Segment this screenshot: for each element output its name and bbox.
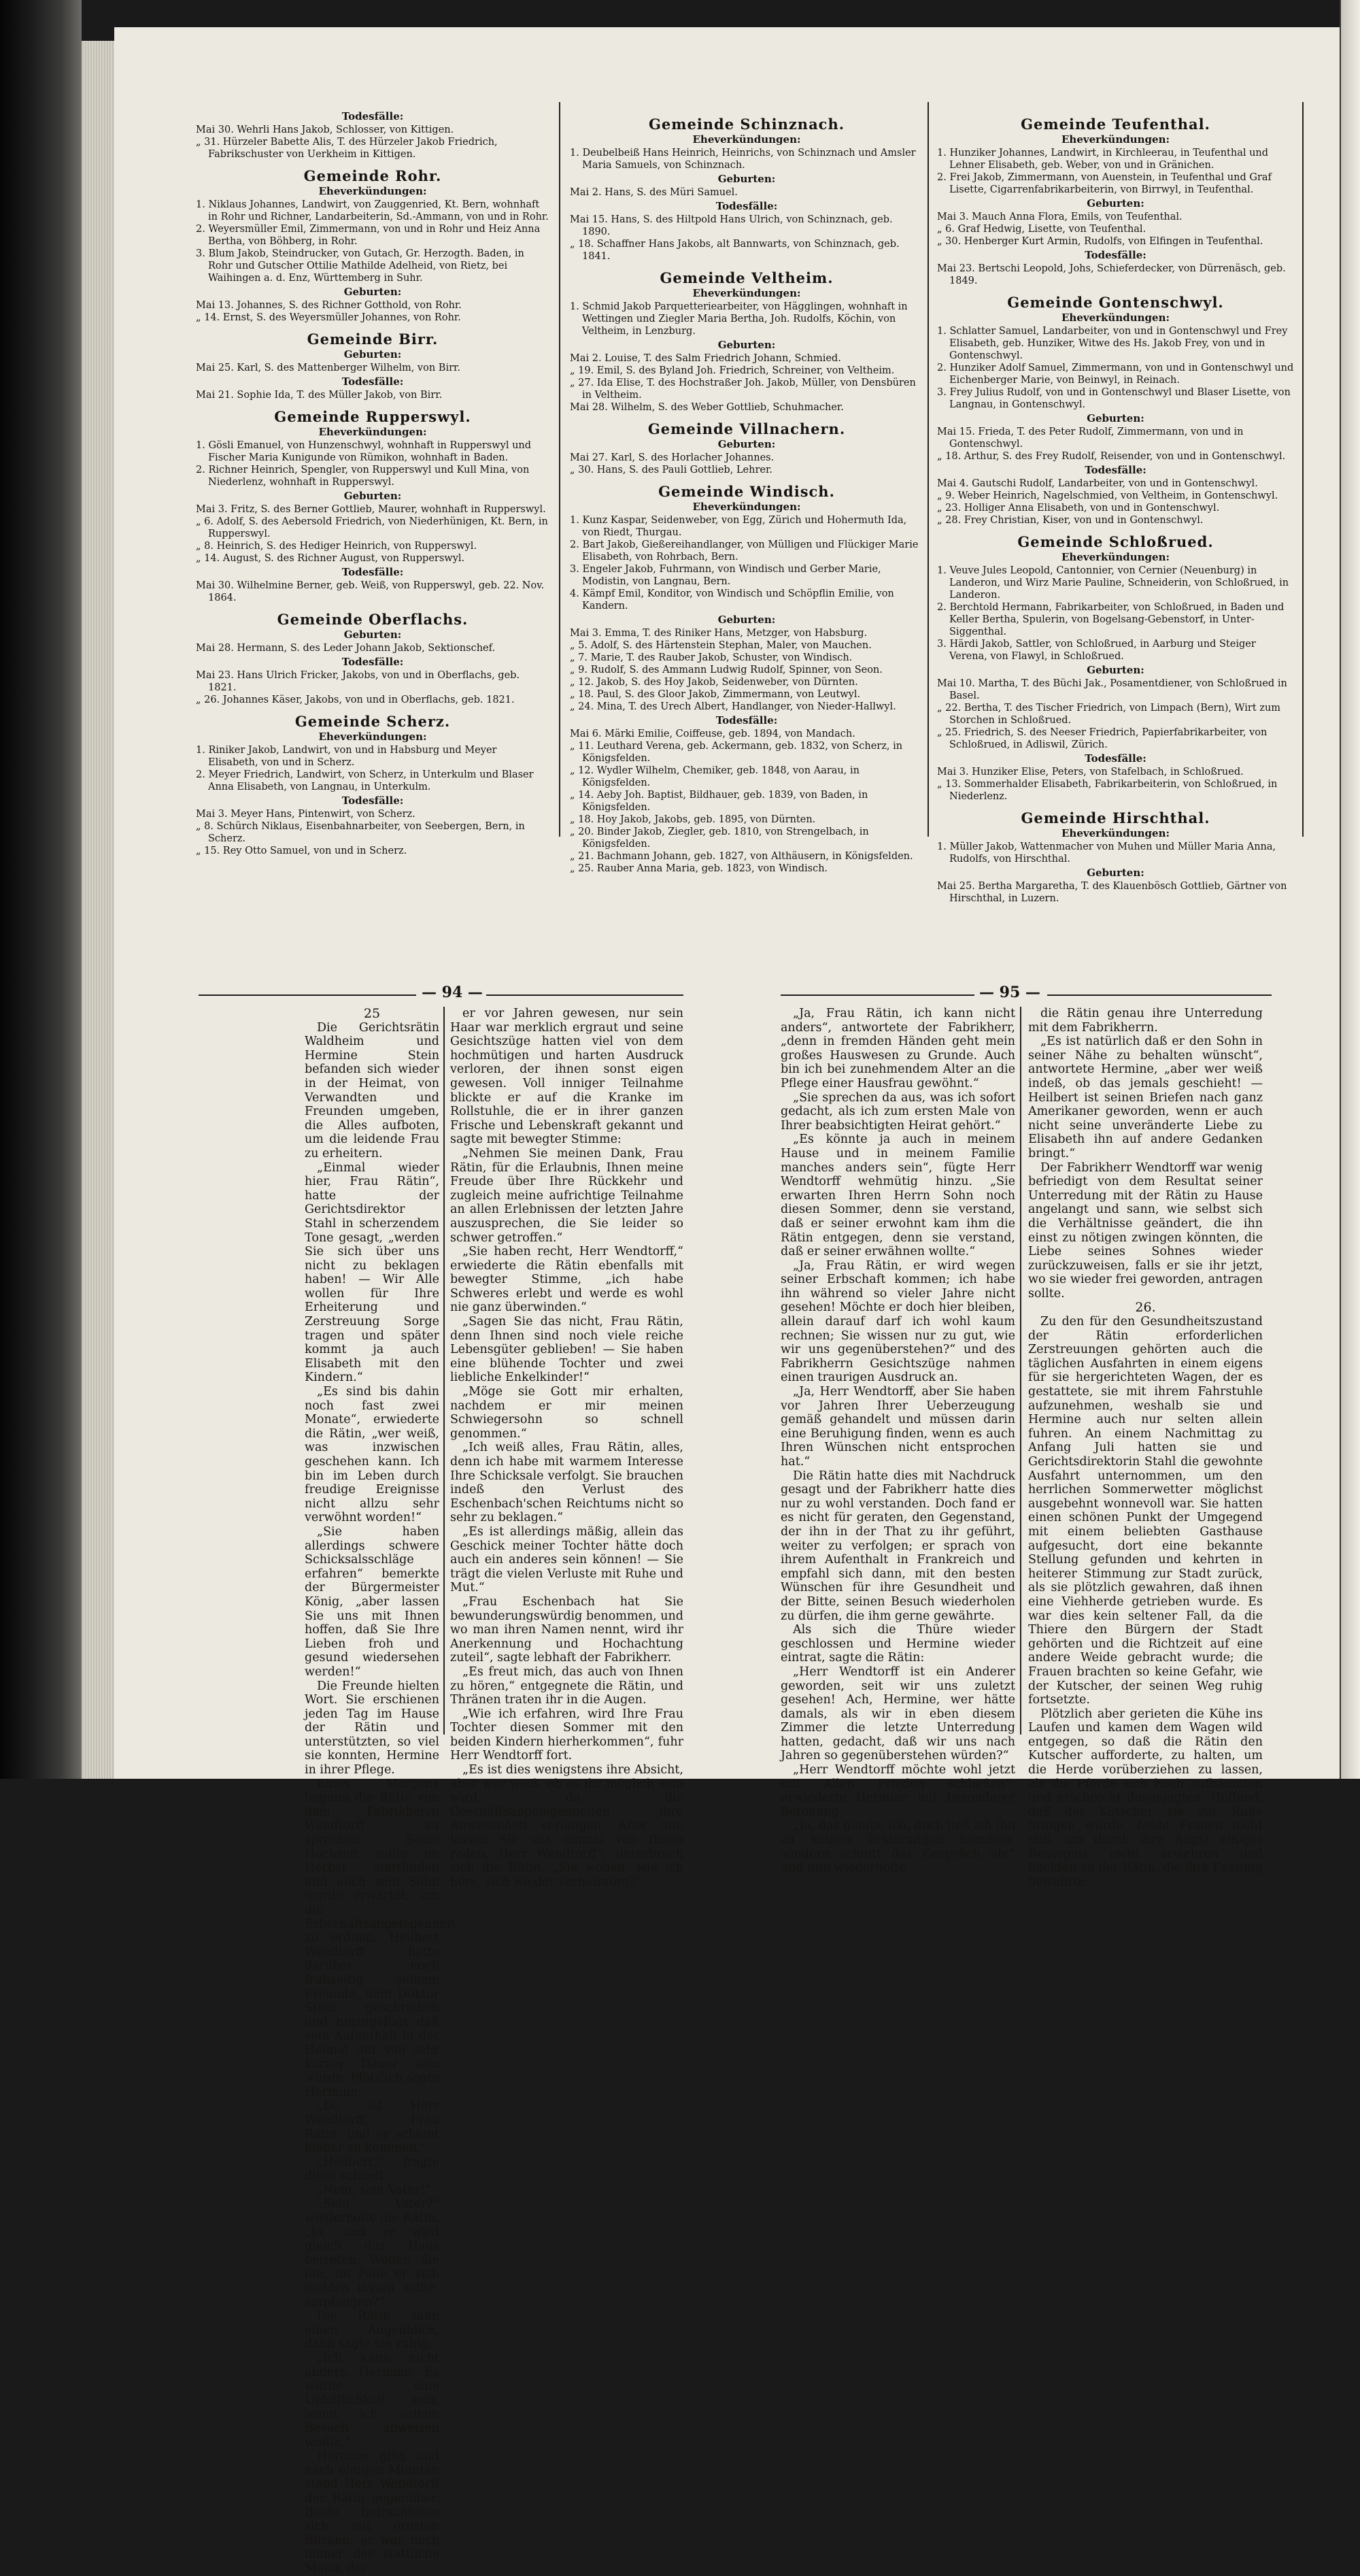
section-heading: Gemeinde Teufenthal. (1021, 116, 1210, 133)
register-entry: 2. Bart Jakob, Gießereihandlanger, von Mülligen und Flückiger Marie Elisabeth, von Rohrbach, Bern. (570, 539, 919, 563)
subsection-heading: Todesfälle: (341, 794, 404, 807)
page-edges (82, 41, 114, 1779)
story-paragraph: Eines Morgens begann die Rätin von dem Fabrikherrn Wendtorff zu sprechen. Seine Hochzeit sollte im Herbst stattfinden und auch sein Sohn wurde erwartet, um die Erbschaftsangelegenheit zu ordnen. Heilbert Wendtorff hatte darüber noch frühzeitig seinem Freunde, dem Doktor Stein geschrieben und hinzugefügt daß sein Aufenthalt in der Heimat nur von sehr kurzer Dauer sein würde. Plötzlich sagte Hermine: (305, 1777, 456, 2099)
story-paragraph: Die Rätin sann einen Augenblick, dann sagte sie ruhig: (305, 2309, 439, 2352)
register-entry: Mai 21. Sophie Ida, T. des Müller Jakob, von Birr. (196, 390, 443, 401)
story-paragraph: „Da ist Herr Wendtorff, Frau Rätin, und er scheint hieher zu kommen.“ (305, 2099, 439, 2156)
subsection-heading: Todesfälle: (341, 566, 404, 578)
story-divider (1020, 1007, 1021, 1735)
register-entry: 3. Frey Julius Rudolf, von und in Gontenschwyl und Blaser Lisette, von Langnau, in Gontenschwyl. (937, 387, 1291, 410)
register-entry: 1. Gösli Emanuel, von Hunzenschwyl, wohnhaft in Rupperswyl und Fischer Maria Kunigunde von Rümikon, wohnhaft in Baden. (196, 440, 532, 463)
book-spine (0, 0, 82, 1779)
register-entry: Mai 3. Meyer Hans, Pintenwirt, von Scherz. (196, 809, 415, 820)
register-entry: Mai 6. Märki Emilie, Coiffeuse, geb. 1894, von Mandach. (570, 729, 855, 739)
page-number-right: — 95 — (979, 984, 1040, 1001)
register-entry: „ 18. Arthur, S. des Frey Rudolf, Reisender, von und in Gontenschwyl. (937, 451, 1286, 462)
section-heading: Gemeinde Hirschthal. (1021, 809, 1210, 826)
subsection-heading: Todesfälle: (341, 656, 404, 668)
story-paragraph: „Ja, Frau Rätin, ich kann nicht anders“, antwortete der Fabrikherr, „denn in fremden Händen geht mein großes Hauswesen zu Grunde. Auch bin ich bei zunehmendem Alter an die Pflege einer Hausfrau gewöhnt.“ (781, 1007, 1015, 1090)
subsection-heading: Geburten: (343, 286, 402, 298)
register-entry: Mai 4. Gautschi Rudolf, Landarbeiter, von und in Gontenschwyl. (937, 478, 1258, 489)
register-entry: „ 7. Marie, T. des Rauber Jakob, Schuster, von Windisch. (570, 652, 853, 663)
story-paragraph: „Wie ich erfahren, wird Ihre Frau Tochter diesen Sommer mit den beiden Kindern hierherkommen“, fuhr Herr Wendtorff fort. (450, 1707, 683, 1763)
subsection-heading: Geburten: (1087, 867, 1144, 879)
page-number-left: — 94 — (422, 984, 483, 1001)
register-entry: Mai 27. Karl, S. des Horlacher Johannes. (570, 452, 775, 463)
register-entry: Mai 25. Bertha Margaretha, T. des Klauenbösch Gottlieb, Gärtner von Hirschthal, in Luzern. (937, 881, 1287, 904)
register-entry: Mai 30. Wilhelmine Berner, geb. Weiß, von Rupperswyl, geb. 22. Nov. 1864. (196, 580, 545, 603)
register-entry: 2. Richner Heinrich, Spengler, von Rupperswyl und Kull Mina, von Niederlenz, wohnhaft in Rupperswyl. (196, 465, 530, 488)
subsection-heading: Eheverkündungen: (1061, 827, 1170, 839)
story-paragraph: „Frau Eschenbach hat Sie bewunderungswürdig benommen, und wo man ihren Namen nennt, wird ihr Anerkennung und Hochachtung zuteil“, sagte lebhaft der Fabrikherr. (450, 1594, 683, 1665)
register-entry: „ 6. Adolf, S. des Aebersold Friedrich, von Niederhünigen, Kt. Bern, in Rupperswyl. (196, 516, 548, 539)
register-entry: 1. Deubelbeiß Hans Heinrich, Heinrichs, von Schinznach und Amsler Maria Samuels, von Schinznach. (570, 148, 916, 171)
subsection-heading: Todesfälle: (341, 375, 404, 388)
story-column-1 (305, 1006, 456, 2576)
story-paragraph: „Ich kann nicht anders, Hermine. Es würde eine Unhöflichkeit sein, wenn ich seinen Besuch abweisen wollte.“ (305, 2352, 439, 2449)
story-paragraph: Die Rätin hatte dies mit Nachdruck gesagt und der Fabrikherr hatte dies nur zu wohl verstanden. Doch fand er es nicht für geraten, den Gegenstand, der ihn in der That zu ihr geführt, weiter zu verfolgen; er sprach von ihrem Aufenthalt in Frankreich und empfahl sich dann, mit den besten Wünschen für ihre Gesundheit und der Bitte, seinen Besuch wiederholen zu dürfen, die ihm gerne gewährte. (781, 1469, 1015, 1623)
register-entry: 1. Müller Jakob, Wattenmacher von Muhen und Müller Maria Anna, Rudolfs, von Hirschthal. (937, 841, 1276, 865)
story-paragraph: „Sein Vater?“ wiederholte die Rätin. „Ja, und er wird gleich das Haus betreten. Wollen Sie ihn, im Falle er sich melden lassen sollte, empfangen?“ (305, 2197, 439, 2309)
section-heading: Gemeinde Windisch. (658, 483, 835, 500)
subsection-heading: Geburten: (343, 348, 402, 361)
story-paragraph: „Es freut mich, das auch von Ihnen zu hören,“ entgegnete die Rätin, und Thränen traten ihr in die Augen. (450, 1665, 683, 1707)
register-entry: 2. Berchtold Hermann, Fabrikarbeiter, von Schloßrued, in Baden und Keller Bertha, Spulerin, von Bogelsang-Gebenstorf, in Unter-Siggenthal. (937, 602, 1285, 637)
register-entry: „ 9. Weber Heinrich, Nagelschmied, von Veltheim, in Gontenschwyl. (937, 490, 1278, 501)
story-paragraph: Die Gerichtsrätin Waldheim und Hermine Stein befanden sich wieder in der Heimat, von Verwandten und Freunden umgeben, die Alles aufboten, um die leidende Frau zu erheitern. (305, 1020, 439, 1160)
column-divider (928, 102, 929, 837)
story-paragraph: „Sie haben recht, Herr Wendtorff,“ erwiederte die Rätin ebenfalls mit bewegter Stimme, „ich habe Schweres erlebt und werde es wohl nie ganz überwinden.“ (450, 1245, 683, 1315)
register-entry: Mai 15. Hans, S. des Hiltpold Hans Ulrich, von Schinznach, geb. 1890. (570, 214, 893, 237)
story-paragraph: „Es ist dies wenigstens ihre Absicht, aber wer weiß, ob es ihr möglich sein wird, da die Geschäftsangelegenheiten ihre Anwesenheit verlangen. Aber nun lassen Sie uns einmal von Ihnen reden, Herr Wendtorff“, unterbrach sich die Rätin. „Sie wollen, wie ich höre, sich wieder verheiraten?“ (450, 1763, 683, 1889)
register-entry: Mai 28. Wilhelm, S. des Weber Gottlieb, Schuhmacher. (570, 402, 844, 413)
story-paragraph: „Möge sie Gott mir erhalten, nachdem er mir meinen Schwiegersohn so schnell genommen.“ (450, 1385, 683, 1441)
register-entry: 1. Riniker Jakob, Landwirt, von und in Habsburg und Meyer Elisabeth, von und in Scherz. (196, 745, 497, 768)
register-entry: 1. Kunz Kaspar, Seidenweber, von Egg, Zürich und Hohermuth Ida, von Riedt, Thurgau. (570, 515, 907, 538)
register-entry: 3. Engeler Jakob, Fuhrmann, von Windisch und Gerber Marie, Modistin, von Langnau, Bern. (570, 564, 881, 587)
subsection-heading: Geburten: (343, 629, 402, 641)
story-column-3 (781, 1007, 1015, 1875)
register-entry: „ 12. Jakob, S. des Hoy Jakob, Seidenweber, von Dürnten. (570, 677, 858, 688)
header-rule (199, 994, 416, 996)
register-entry: Mai 3. Fritz, S. des Berner Gottlieb, Maurer, wohnhaft in Rupperswyl. (196, 504, 546, 515)
story-paragraph: Zu den für den Gesundheitszustand der Rätin erforderlichen Zerstreuungen gehörten auch die täglichen Ausfahrten in einem eigens für sie hergerichteten Wagen, der es gestattete, sie mit ihrem Fahrstuhle aufzunehmen, weshalb sie und Hermine auch nur selten allein fuhren. An einem Nachmittag zu Anfang Juli hatten sie und Gerichtsdirektorin Stahl die gewohnte Ausfahrt unternommen, um den herrlichen Sommerwetter möglichst ausgebehnt wonnevoll war. Sie hatten einen schönen Punkt der Umgegend mit einem beliebten Gasthause aufgesucht, dort eine bekannte Stellung gefunden und kehrten in heiterer Stimmung zur Stadt zurück, als sie plötzlich gewahren, daß ihnen eine Viehherde getrieben wurde. Es war dies kein seltener Fall, da die Thiere den Bürgern der Stadt gehörten und die Richtzeit auf eine andere Weide gebracht wurde; die Frauen brachten so keine Gefahr, wie der Kutscher, der seinen Weg ruhig fortsetzte. (1028, 1315, 1263, 1707)
story-paragraph: Die Freunde hielten Wort. Sie erschienen jeden Tag im Hause der Rätin und unterstützten, so viel sie konnten, Hermine in ihrer Pflege. (305, 1679, 439, 1777)
register-column-2 (570, 109, 923, 875)
register-entry: 1. Veuve Jules Leopold, Cantonnier, von Cernier (Neuenburg) in Landeron, und Wirz Marie Pauline, Schneiderin, von Schloßrued, in Landeron. (937, 565, 1289, 601)
header-rule (781, 994, 974, 996)
register-entry: 2. Frei Jakob, Zimmermann, von Auenstein, in Teufenthal und Graf Lisette, Cigarrenfabrikarbeiterin, von Birrwyl, in Teufenthal. (937, 172, 1272, 195)
register-entry: „ 8. Schürch Niklaus, Eisenbahnarbeiter, von Seebergen, Bern, in Scherz. (196, 821, 525, 844)
register-entry: „ 12. Wydler Wilhelm, Chemiker, geb. 1848, von Aarau, in Königsfelden. (570, 765, 860, 788)
register-entry: „ 13. Sommerhalder Elisabeth, Fabrikarbeiterin, von Schloßrued, in Niederlenz. (937, 779, 1278, 802)
register-entry: „ 15. Rey Otto Samuel, von und in Scherz. (196, 846, 407, 856)
story-paragraph: „Ich weiß alles, Frau Rätin, alles, denn ich habe mit warmem Interesse Ihre Schicksale verfolgt. Sie brauchen indeß den Verlust des Eschenbach'schen Reichtums nicht so sehr zu beklagen.“ (450, 1441, 683, 1525)
story-paragraph: „Herr Wendtorff möchte wohl jetzt mit Allen Frieden schließen“, erwiederte Hermine mit besonderer Betonung. (781, 1763, 1015, 1819)
story-paragraph: „Herr Wendtorff ist ein Anderer geworden, seit wir uns zuletzt gesehen! Ach, Hermine, wer hätte damals, als wir in eben diesem Zimmer die letzte Unterredung hatten, gedacht, daß wir uns nach Jahren so gegenüberstehen würden?“ (781, 1665, 1015, 1763)
section-heading: Gemeinde Villnachern. (647, 420, 846, 437)
register-entry: „ 25. Friedrich, S. des Neeser Friedrich, Papierfabrikarbeiter, von Schloßrued, in Adliswil, Zürich. (937, 727, 1268, 750)
register-entry: „ 27. Ida Elise, T. des Hochstraßer Joh. Jakob, Müller, von Densbüren in Veltheim. (570, 378, 916, 401)
register-entry: Mai 23. Bertschi Leopold, Johs, Schieferdecker, von Dürrenäsch, geb. 1849. (937, 263, 1286, 286)
register-entry: 1. Schlatter Samuel, Landarbeiter, von und in Gontenschwyl und Frey Elisabeth, geb. Hunziker, Witwe des Hs. Jakob Frey, von und in Gontenschwyl. (937, 326, 1288, 361)
register-entry: „ 18. Paul, S. des Gloor Jakob, Zimmermann, von Leutwyl. (570, 689, 861, 700)
register-entry: „ 31. Hürzeler Babette Alis, T. des Hürzeler Jakob Friedrich, Fabrikschuster von Uerkheim in Kittigen. (196, 137, 498, 160)
register-entry: „ 6. Graf Hedwig, Lisette, von Teufenthal. (937, 224, 1146, 235)
register-entry: „ 24. Mina, T. des Urech Albert, Handlanger, von Nieder-Hallwyl. (570, 701, 896, 712)
register-entry: Mai 25. Karl, S. des Mattenberger Wilhelm, von Birr. (196, 363, 460, 373)
subsection-heading: Eheverkündungen: (692, 133, 801, 146)
section-heading: Gemeinde Gontenschwyl. (1007, 294, 1224, 311)
subsection-heading: Eheverkündungen: (318, 185, 427, 197)
section-heading: Gemeinde Scherz. (294, 713, 451, 730)
register-entry: 2. Meyer Friedrich, Landwirt, von Scherz, in Unterkulm und Blaser Anna Elisabeth, von Langnau, in Unterkulm. (196, 769, 534, 792)
subsection-heading: Eheverkündungen: (318, 426, 427, 438)
chapter-number: 26. (1135, 1300, 1156, 1316)
story-paragraph: „Heilbert?“ fragte diese schnell. (305, 2155, 439, 2184)
subsection-heading: Todesfälle: (1085, 752, 1146, 765)
register-entry: „ 9. Rudolf, S. des Ammann Ludwig Rudolf, Spinner, von Seon. (570, 665, 883, 675)
section-heading: Gemeinde Birr. (307, 331, 439, 348)
subsection-heading: Todesfälle: (341, 110, 404, 122)
header-rule (486, 994, 683, 996)
story-paragraph: „Sie sprechen da aus, was ich sofort gedacht, als ich zum ersten Male von Ihrer beabsichtigten Heirat gehört.“ (781, 1090, 1015, 1133)
subsection-heading: Geburten: (717, 339, 776, 351)
register-entry: 1. Hunziker Johannes, Landwirt, in Kirchleerau, in Teufenthal und Lehner Elisabeth, geb. Weber, von und in Gränichen. (937, 148, 1269, 171)
column-divider (1302, 102, 1304, 837)
story-paragraph: Hermine ging und nach einigen Minuten stand Herr Wendtorff der Rätin gegenüber. Beide betrachteten sich mit ernsten Blicken; er war noch immer der stattliche Mann, der (305, 2449, 439, 2575)
section-heading: Gemeinde Rohr. (303, 167, 442, 184)
story-paragraph: „Sagen Sie das nicht, Frau Rätin, denn Ihnen sind noch viele reiche Lebensgüter geblieben! — Sie haben eine blühende Tochter und zwei liebliche Enkelkinder!“ (450, 1315, 683, 1385)
register-entry: Mai 30. Wehrli Hans Jakob, Schlosser, von Kittigen. (196, 124, 454, 135)
story-paragraph: die Rätin genau ihre Unterredung mit dem Fabrikherrn. (1028, 1007, 1263, 1035)
story-paragraph: „Sie haben allerdings schwere Schicksalsschläge erfahren“ bemerkte der Bürgermeister König, „aber lassen Sie uns mit Ihnen hoffen, daß Sie Ihre Lieben froh und gesund wiedersehen werden!“ (305, 1524, 439, 1679)
register-entry: „ 14. Aeby Joh. Baptist, Bildhauer, geb. 1839, von Baden, in Königsfelden. (570, 790, 868, 813)
story-paragraph: er vor Jahren gewesen, nur sein Haar war merklich ergraut und seine Gesichtszüge hatten viel von dem hochmütigen und harten Ausdruck verloren, der ihnen sonst eigen gewesen. Voll inniger Teilnahme blickte er auf die Kranke im Rollstuhle, die er in ihrer ganzen Frische und Lebenskraft gekannt und sagte mit bewegter Stimme: (450, 1007, 683, 1147)
subsection-heading: Eheverkündungen: (1061, 312, 1170, 324)
register-entry: „ 5. Adolf, S. des Härtenstein Stephan, Maler, von Mauchen. (570, 640, 872, 651)
register-column-3 (937, 109, 1294, 905)
register-entry: „ 23. Holliger Anna Elisabeth, von und in Gontenschwyl. (937, 503, 1220, 514)
subsection-heading: Geburten: (1087, 412, 1144, 424)
subsection-heading: Geburten: (1087, 197, 1144, 210)
register-entry: „ 20. Binder Jakob, Ziegler, geb. 1810, von Strengelbach, in Königsfelden. (570, 826, 869, 850)
register-entry: „ 30. Henberger Kurt Armin, Rudolfs, von Elfingen in Teufenthal. (937, 236, 1263, 247)
next-page-edge (1340, 0, 1360, 1779)
register-entry: Mai 2. Hans, S. des Müri Samuel. (570, 187, 738, 198)
register-entry: „ 14. August, S. des Richner August, von Rupperswyl. (196, 553, 465, 564)
register-entry: 1. Schmid Jakob Parquetteriearbeiter, von Hägglingen, wohnhaft in Wettingen und Ziegler Maria Bertha, Joh. Rudolfs, Köchin, von Veltheim, in Lenzburg. (570, 301, 908, 337)
column-divider (559, 102, 560, 837)
story-paragraph: „Nein, sein Vater!“ (317, 2183, 431, 2197)
register-entry: 4. Kämpf Emil, Konditor, von Windisch und Schöpflin Emilie, von Kandern. (570, 588, 894, 612)
subsection-heading: Eheverkündungen: (692, 287, 801, 299)
register-entry: „ 22. Bertha, T. des Tischer Friedrich, von Limpach (Bern), Wirt zum Storchen in Schloßrued. (937, 703, 1281, 726)
register-entry: „ 30. Hans, S. des Pauli Gottlieb, Lehrer. (570, 465, 772, 475)
story-paragraph: „Nehmen Sie meinen Dank, Frau Rätin, für die Erlaubnis, Ihnen meine Freude über Ihre Rückkehr und zugleich meine aufrichtige Teilnahme an allen Erlebnissen der letzten Jahre auszusprechen, die Sie leider so schwer getroffen.“ (450, 1146, 683, 1245)
story-paragraph: „Ja, das glaube ich, doch ließ ich ihn zu keinen Erklärungen kommen, sondern schnitt das Gespräch ab;“ und nun wiederholte (781, 1819, 1015, 1875)
register-entry: „ 26. Johannes Käser, Jakobs, von und in Oberflachs, geb. 1821. (196, 695, 515, 705)
register-entry: 2. Hunziker Adolf Samuel, Zimmermann, von und in Gontenschwyl und Eichenberger Marie, von Beinwyl, in Reinach. (937, 363, 1294, 386)
register-entry: 2. Weyersmüller Emil, Zimmermann, von und in Rohr und Heiz Anna Bertha, von Böhberg, in Rohr. (196, 224, 541, 247)
register-entry: Mai 3. Hunziker Elise, Peters, von Stafelbach, in Schloßrued. (937, 767, 1244, 777)
register-entry: „ 19. Emil, S. des Byland Joh. Friedrich, Schreiner, von Veltheim. (570, 365, 895, 376)
register-entry: 3. Härdi Jakob, Sattler, von Schloßrued, in Aarburg und Steiger Verena, von Flawyl, in Schloßrued. (937, 639, 1256, 662)
register-entry: „ 14. Ernst, S. des Weyersmüller Johannes, von Rohr. (196, 312, 461, 323)
story-column-2 (450, 1007, 683, 1889)
register-entry: 1. Niklaus Johannes, Landwirt, von Zauggenried, Kt. Bern, wohnhaft in Rohr und Richner, Landarbeiterin, Sd.-Ammann, von und in Rohr. (196, 199, 549, 222)
section-heading: Gemeinde Veltheim. (660, 269, 834, 286)
story-paragraph: „Es sind bis dahin noch fast zwei Monate“, erwiederte die Rätin, „wer weiß, was inzwischen geschehen kann. Ich bin im Leben durch freudige Ereignisse nicht allzu sehr verwöhnt worden!“ (305, 1385, 439, 1525)
subsection-heading: Todesfälle: (715, 200, 778, 212)
register-entry: Mai 2. Louise, T. des Salm Friedrich Johann, Schmied. (570, 353, 841, 364)
subsection-heading: Eheverkündungen: (1061, 133, 1170, 146)
subsection-heading: Geburten: (343, 490, 402, 502)
story-paragraph: „Einmal wieder hier, Frau Rätin“, hatte der Gerichtsdirektor Stahl in scherzendem Tone gesagt, „werden Sie sich über uns nicht zu beklagen haben! — Wir Alle wollen für Ihre Erheiterung und Zerstreuung Sorge tragen und später kommt ja auch Elisabeth mit den Kindern.“ (305, 1160, 439, 1385)
register-entry: Mai 23. Hans Ulrich Fricker, Jakobs, von und in Oberflachs, geb. 1821. (196, 670, 520, 693)
header-rule (1047, 994, 1272, 996)
story-column-4 (1028, 1007, 1263, 1889)
register-entry: Mai 3. Mauch Anna Flora, Emils, von Teufenthal. (937, 212, 1183, 222)
subsection-heading: Todesfälle: (715, 714, 778, 726)
section-heading: Gemeinde Schinznach. (648, 116, 845, 133)
section-heading: Gemeinde Schloßrued. (1017, 533, 1214, 550)
story-paragraph: „Ja, Herr Wendtorff, aber Sie haben vor Jahren Ihrer Ueberzeugung gemäß gehandelt und müssen darin eine Beruhigung finden, wenn es auch Ihren Wünschen nicht entsprochen hat.“ (781, 1385, 1015, 1469)
register-entry: Mai 13. Johannes, S. des Richner Gotthold, von Rohr. (196, 300, 462, 311)
story-paragraph: „Es ist allerdings mäßig, allein das Geschick meiner Tochter hätte doch auch ein anderes sein können! — Sie trägt die vielen Verluste mit Ruhe und Mut.“ (450, 1524, 683, 1595)
subsection-heading: Eheverkündungen: (1061, 551, 1170, 563)
story-paragraph: „Ja, Frau Rätin, er wird wegen seiner Erbschaft kommen; ich habe ihn während so vieler Jahre nicht gesehen! Möchte er doch hier bleiben, allein darauf darf ich wohl kaum rechnen; Sie wissen nur zu gut, wie wir uns gegenüberstehen?“ und des Fabrikherrn Gesichtszüge nahmen einen traurigen Ausdruck an. (781, 1258, 1015, 1385)
subsection-heading: Geburten: (1087, 664, 1144, 676)
register-entry: Mai 28. Hermann, S. des Leder Johann Jakob, Sektionschef. (196, 643, 496, 654)
register-entry: Mai 3. Emma, T. des Riniker Hans, Metzger, von Habsburg. (570, 628, 868, 639)
register-column-1 (196, 109, 549, 857)
story-paragraph: Plötzlich aber gerieten die Kühe ins Laufen und kamen dem Wagen wild entgegen, so daß die Rätin den Kutscher aufforderte, zu halten, um die Herde vorüberziehen zu lassen, als die Pferde sich hoch aufbäumten und erschreckt davonjagten. Hoffend, daß der Kutscher sie zur Ruhe bringen würde, beide Frauen nicht still, um durch ihre Angst einiger Besorgnis nicht erwehren und blickten zu der Rätin, die ihre Fassung bewahrte. (1028, 1707, 1263, 1889)
story-divider (443, 1007, 445, 1735)
story-paragraph: „Es ist natürlich daß er den Sohn in seiner Nähe zu behalten wünscht“, antwortete Hermine, „aber wer weiß indeß, ob das jemals geschieht! — Heilbert ist seinen Briefen nach ganz Amerikaner geworden, wenn er auch nicht seine unveränderte Liebe zu Elisabeth ihn auf andere Gedanken bringt.“ (1028, 1035, 1263, 1160)
chapter-number: 25 (363, 1006, 381, 1021)
subsection-heading: Geburten: (717, 438, 776, 450)
register-entry: „ 18. Schaffner Hans Jakobs, alt Bannwarts, von Schinznach, geb. 1841. (570, 239, 900, 262)
section-heading: Gemeinde Oberflachs. (277, 611, 469, 628)
subsection-heading: Eheverkündungen: (692, 501, 801, 513)
register-entry: „ 28. Frey Christian, Kiser, von und in Gontenschwyl. (937, 515, 1204, 526)
subsection-heading: Eheverkündungen: (318, 731, 427, 743)
register-entry: Mai 15. Frieda, T. des Peter Rudolf, Zimmermann, von und in Gontenschwyl. (937, 426, 1244, 450)
subsection-heading: Geburten: (717, 614, 776, 626)
register-entry: „ 18. Hoy Jakob, Jakobs, geb. 1895, von Dürnten. (570, 814, 816, 825)
register-entry: 3. Blum Jakob, Steindrucker, von Gutach, Gr. Herzogth. Baden, in Rohr und Gutscher Ottilie Mathilde Adelheid, von Rietz, bei Waihingen a. d. Enz, Württemberg in Suhr. (196, 248, 524, 284)
register-entry: „ 11. Leuthard Verena, geb. Ackermann, geb. 1832, von Scherz, in Königsfelden. (570, 741, 903, 764)
subsection-heading: Geburten: (717, 173, 776, 185)
story-paragraph: Als sich die Thüre wieder geschlossen und Hermine wieder eintrat, sagte die Rätin: (781, 1623, 1015, 1665)
story-paragraph: „Es könnte ja auch in meinem Hause und in meinem Familie manches anders sein“, fügte Herr Wendtorff wehmütig hinzu. „Sie erwarten Ihren Herrn Sohn noch diesen Sommer, denn sie verstand, daß er seiner erwohnt kam ihm die Rätin entgegen, denn sie verstand, daß er seiner erwähnen wollte.“ (781, 1133, 1015, 1259)
register-entry: „ 25. Rauber Anna Maria, geb. 1823, von Windisch. (570, 863, 828, 874)
register-entry: „ 8. Heinrich, S. des Hediger Heinrich, von Rupperswyl. (196, 541, 477, 552)
section-heading: Gemeinde Rupperswyl. (274, 408, 471, 425)
story-paragraph: Der Fabrikherr Wendtorff war wenig befriedigt von dem Resultat seiner Unterredung mit der Rätin zu Hause angelangt und sann, wie selbst sich die Verhältnisse geändert, die ihn einst zu nötigen zwingen könnten, die Liebe seines Sohnes wieder zurückzuweisen, falls er sie ihr jetzt, wo sie wieder frei geworden, antragen sollte. (1028, 1160, 1263, 1301)
register-entry: „ 21. Bachmann Johann, geb. 1827, von Althäusern, in Königsfelden. (570, 851, 913, 862)
subsection-heading: Todesfälle: (1085, 249, 1146, 261)
register-entry: Mai 10. Martha, T. des Büchi Jak., Posamentdiener, von Schloßrued in Basel. (937, 678, 1287, 701)
subsection-heading: Todesfälle: (1085, 464, 1146, 476)
